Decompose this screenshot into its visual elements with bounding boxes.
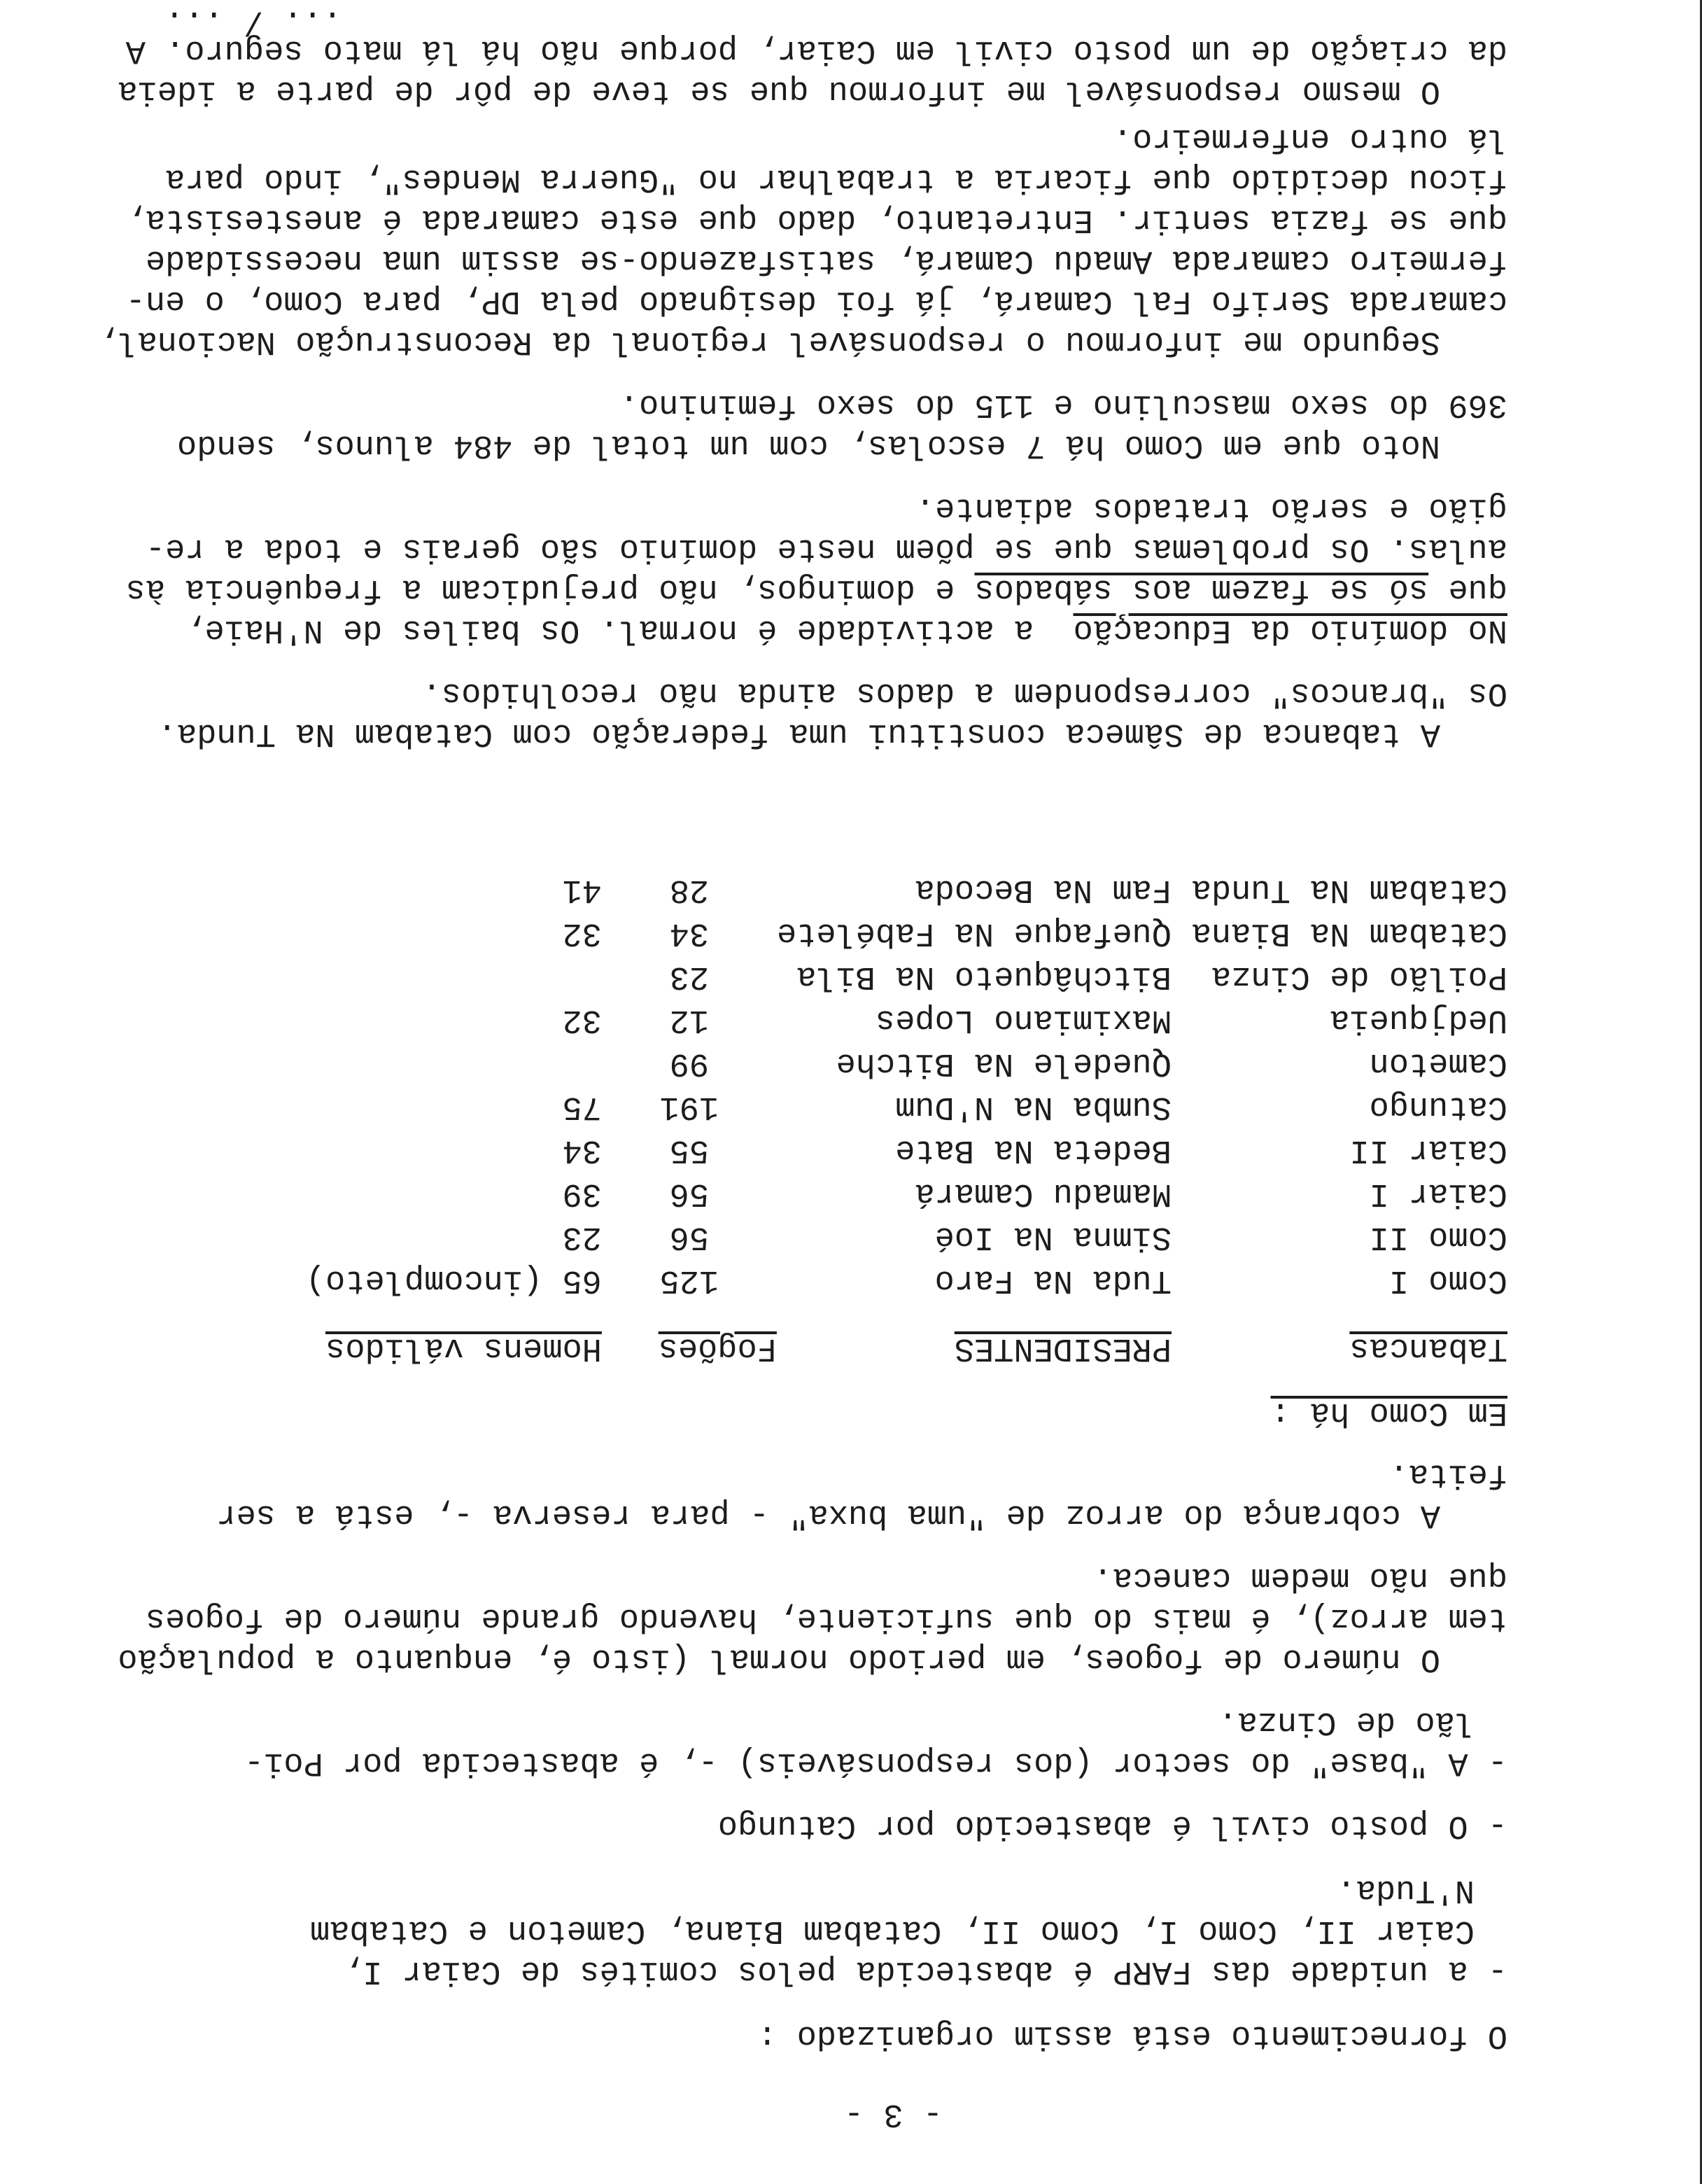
paragraph-cobranca-line-1: A cobrança do arroz de "uma buxa" - para reserva -, está a ser: [216, 1496, 1440, 1533]
paragraph-tabanca-line-2: Os "brancos" correspondem a dados ainda não recolhidos.: [421, 674, 1507, 711]
paragraph-educacao-line-1: No domínio da Educação a actividade é normal. Os bailes de N'Haie,: [185, 611, 1507, 648]
cell-homens: 32: [562, 1001, 602, 1039]
cell-tabanca: Catabam Na Biana: [1191, 914, 1507, 952]
cell-presidente: Fam Na Becoda: [915, 871, 1172, 909]
cell-presidente: Bedeta Na Bate: [895, 1131, 1172, 1169]
cell-tabanca: Cameton: [1369, 1044, 1507, 1082]
table-row: [252, 911, 1507, 955]
intro-line: O fornecimento está assim organizado :: [757, 2017, 1507, 2054]
cell-tabanca: Uedjqueia: [1330, 1001, 1507, 1039]
table-row: [252, 1215, 1507, 1259]
cell-fogoes: 23: [669, 958, 710, 995]
cell-presidente: Bitchâqueto Na Bila: [796, 958, 1172, 995]
cell-homens: [252, 1042, 602, 1085]
table-row: [252, 868, 1507, 911]
paragraph-escolas-line-2: 369 do sexo masculino e 115 do sexo feminino.: [619, 386, 1507, 423]
paragraph-segundo-line-6: lá outro enfermeiro.: [1112, 120, 1507, 157]
cell-homens: 65 (incompleto): [305, 1261, 602, 1299]
paragraph-segundo-line-3: fermeiro camarada Amadu Camará, satisfazendo-se assim uma necessidade: [145, 241, 1507, 279]
cell-presidente: Sumba Na N'Dum: [895, 1088, 1172, 1126]
cell-homens: 23: [562, 1218, 602, 1256]
cell-presidente: Simna Na Ioé: [934, 1218, 1172, 1256]
table-row: [252, 1085, 1507, 1128]
paragraph-educacao-line-2: que só se fazem aos sábados e domingos, não prejudicam a frequência às: [125, 570, 1507, 608]
list-item-1-line-1: - a unidade das FARP é abastecida pelos comités de Caiar I,: [342, 1952, 1507, 1989]
paragraph-fogoes-line-2: tem arroz), é mais do que suficiente, havendo grande número de fogoes: [145, 1600, 1507, 1637]
table-row: [252, 1259, 1507, 1302]
cell-fogoes: 99: [669, 1044, 710, 1082]
cell-presidente: Maximiano Lopes: [875, 1001, 1172, 1039]
page-number: - 3 -: [843, 2095, 943, 2132]
list-item-2: - O posto civil é abastecido por Catungo: [717, 1807, 1507, 1844]
table-row: [252, 1042, 1507, 1085]
cell-tabanca: Catabam Na Tunda: [1191, 871, 1507, 909]
header-fogoes: Fogões: [658, 1329, 777, 1366]
table-title: Em Como há :: [1270, 1394, 1507, 1431]
table-title-row: [252, 1366, 1507, 1431]
cell-tabanca: Caiar II: [1349, 1131, 1507, 1169]
paragraph-segundo-line-1: Segundo me informou o responsável regional da Reconstrução Nacional,: [98, 323, 1440, 360]
table-header-row: [252, 1302, 1507, 1366]
header-homens-validos: Homens válidos: [325, 1329, 602, 1366]
cell-fogoes: 56: [669, 1175, 710, 1212]
cell-tabanca: Como I: [1388, 1261, 1507, 1299]
cell-homens: 75: [562, 1088, 602, 1126]
table-row: [252, 998, 1507, 1042]
paragraph-fogoes-line-3: que não medem caneca.: [1092, 1559, 1507, 1596]
list-item-3-line-2: lão de Cinza.: [1218, 1703, 1475, 1740]
paragraph-escolas-line-1: Noto que em Como há 7 escolas, com um total de 484 alunos, sendo: [176, 426, 1440, 463]
list-item-1-line-2: Caiar II, Como I, Como II, Catabam Biana, Cameton e Catabam: [309, 1912, 1475, 1949]
paragraph-educacao-line-4: gião e serão tratados adiante.: [915, 489, 1507, 526]
tabancas-table: [252, 868, 1507, 1431]
paragraph-cobranca-line-2: feita.: [1388, 1455, 1507, 1492]
paragraph-mesmo-line-1: O mesmo responsável me informou que se teve de pôr de parte a ideia: [118, 72, 1440, 109]
cell-presidente: Tuda Na Faro: [934, 1261, 1172, 1299]
cell-tabanca: Catungo: [1369, 1088, 1507, 1126]
cell-fogoes: 56: [669, 1218, 710, 1256]
list-item-3-line-1: - A "base" do sector (dos responsáveis) -, é abastecida por Poi-: [244, 1744, 1507, 1781]
header-presidentes: PRESIDENTES: [954, 1329, 1172, 1366]
cell-fogoes: 55: [669, 1131, 710, 1169]
paragraph-mesmo-line-2: da criação de um posto civil em Caiar, porque não há lá mato seguro. A: [125, 31, 1507, 69]
paragraph-segundo-line-2: camarada Serifo Fal Camará, já foi designado pela DP, para Como, o en-: [125, 282, 1507, 319]
list-item-1-line-3: N'Tuda.: [1336, 1871, 1475, 1908]
cell-homens: [252, 955, 602, 998]
educacao-heading: No domínio da Educação: [1073, 611, 1507, 648]
paragraph-educacao-line-3: aulas. Os problemas que se põem neste domínio são gerais e toda a re-: [145, 530, 1507, 567]
cell-presidente: Mamadu Camará: [915, 1175, 1172, 1212]
cell-fogoes: 191: [659, 1088, 719, 1126]
cell-tabanca: Como II: [1369, 1218, 1507, 1256]
cell-fogoes: 12: [669, 1001, 710, 1039]
paragraph-fogoes-line-1: O número de fogoes, em periodo normal (isto é, enquanto a população: [118, 1640, 1440, 1677]
cell-presidente: Quefaque Na Fabélete: [776, 914, 1172, 952]
table-row: [252, 955, 1507, 998]
cell-tabanca: Poilão de Cinza: [1211, 958, 1507, 995]
table-row: [252, 1128, 1507, 1172]
paragraph-segundo-line-5: ficou decidido que ficaria a trabalhar no "Guerra Mendes", indo para: [165, 160, 1507, 197]
cell-homens: 41: [562, 871, 602, 909]
cell-fogoes: 34: [669, 914, 710, 952]
table-row: [252, 1172, 1507, 1215]
paragraph-tabanca-line-1: A tabanca de Sâmeca constitui uma federação com Catabam Na Tunda.: [157, 715, 1440, 752]
cell-homens: 39: [562, 1175, 602, 1212]
cell-tabanca: Caiar I: [1369, 1175, 1507, 1212]
cell-fogoes: 125: [659, 1261, 719, 1299]
cell-homens: 34: [562, 1131, 602, 1169]
continuation-mark: ... / ...: [164, 2, 342, 39]
cell-presidente: Quedele Na Bitche: [836, 1044, 1172, 1082]
cell-homens: 32: [562, 914, 602, 952]
paragraph-segundo-line-4: que se fazia sentir. Entretanto, dado que este camarada é anestesista,: [125, 201, 1507, 238]
cell-fogoes: 28: [669, 871, 710, 909]
header-tabancas: Tabancas: [1349, 1329, 1507, 1366]
